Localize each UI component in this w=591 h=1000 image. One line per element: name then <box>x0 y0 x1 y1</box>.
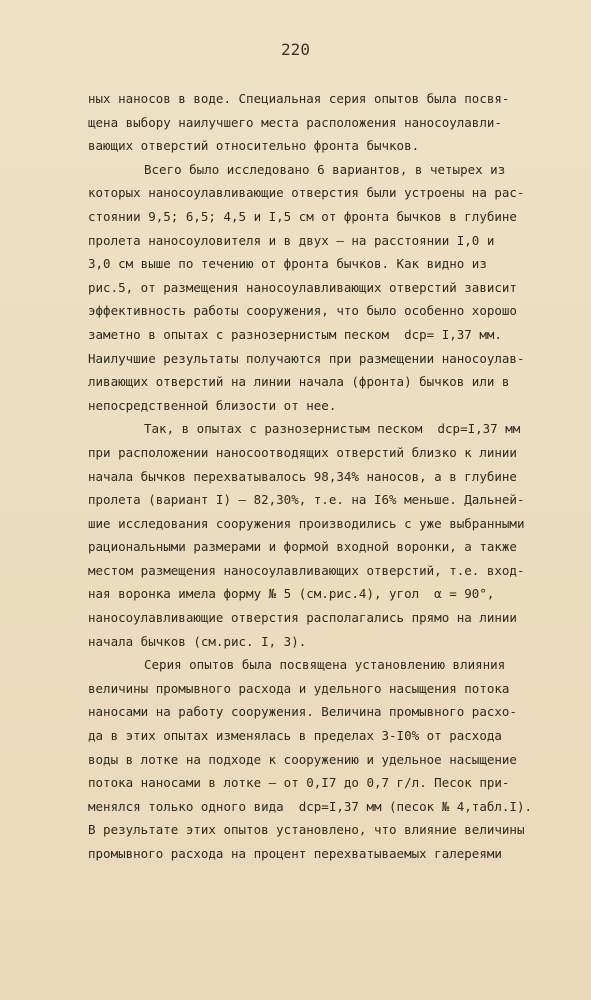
text-line: местом размещения наносоулавливающих отверстий, т.е. вход- <box>88 562 525 578</box>
text-line: пролета наносоуловителя и в двух – на расстоянии I,0 и <box>88 232 495 248</box>
text-body <box>88 87 568 866</box>
text-line: 3,0 см выше по течению от фронта бычков. Как видно из <box>88 256 487 272</box>
text-line: щена выбору наилучшего места расположения наносоулавли- <box>88 114 502 130</box>
text-line: которых наносоулавливающие отверстия были устроены на рас- <box>88 185 525 201</box>
text-line: ливающих отверстий на линии начала (фронта) бычков или в <box>88 374 510 390</box>
text-line: В результате этих опытов установлено, что влияние величины <box>88 822 525 838</box>
text-line: Так, в опытах с разнозернистым песком dср=I,37 мм <box>144 421 521 437</box>
text-line: менялся только одного вида dср=I,37 мм (песок № 4,табл.I). <box>88 798 533 814</box>
text-line: ная воронка имела форму № 5 (см.рис.4), угол α = 90°, <box>88 586 495 602</box>
page-number: 220 <box>281 40 310 59</box>
text-line: рациональными размерами и формой входной воронки, а также <box>88 539 517 555</box>
text-line: стоянии 9,5; 6,5; 4,5 и I,5 см от фронта бычков в глубине <box>88 208 517 224</box>
text-line: заметно в опытах с разнозернистым песком dср= I,37 мм. <box>88 326 502 342</box>
text-line: пролета (вариант I) – 82,30%, т.е. на I6% меньше. Дальней- <box>88 492 525 508</box>
text-line: начала бычков перехватывалось 98,34% наносов, а в глубине <box>88 468 517 484</box>
text-line: ных наносов в воде. Специальная серия опытов была посвя- <box>88 91 510 106</box>
text-line: вающих отверстий относительно фронта бычков. <box>88 138 420 154</box>
text-line: при расположении наносоотводящих отверстий близко к линии <box>88 444 517 460</box>
text-line: начала бычков (см.рис. I, 3). <box>88 633 307 649</box>
text-line: потока наносами в лотке – от 0,I7 до 0,7 г/л. Песок при- <box>88 775 510 791</box>
text-line: Серия опытов была посвящена установлению влияния <box>144 657 506 673</box>
text-line: да в этих опытах изменялась в пределах 3-I0% от расхода <box>88 728 502 744</box>
text-line: наносами на работу сооружения. Величина промывного расхо- <box>88 704 517 720</box>
text-line: непосредственной близости от нее. <box>88 397 337 413</box>
text-line: рис.5, от размещения наносоулавливающих отверстий зависит <box>88 279 517 295</box>
text-line: Всего было исследовано 6 вариантов, в четырех из <box>144 161 506 177</box>
text-line: эффективность работы сооружения, что было особенно хорошо <box>88 303 517 319</box>
text-line: шие исследования сооружения производились с уже выбранными <box>88 515 525 531</box>
text-line: Наилучшие результаты получаются при размещении наносоулав- <box>88 350 525 366</box>
text-line: наносоулавливающие отверстия располагались прямо на линии <box>88 610 517 626</box>
text-line: величины промывного расхода и удельного насыщения потока <box>88 680 510 696</box>
text-line: промывного расхода на процент перехватываемых галереями <box>88 846 502 861</box>
text-line: воды в лотке на подходе к сооружению и удельное насыщение <box>88 751 517 767</box>
